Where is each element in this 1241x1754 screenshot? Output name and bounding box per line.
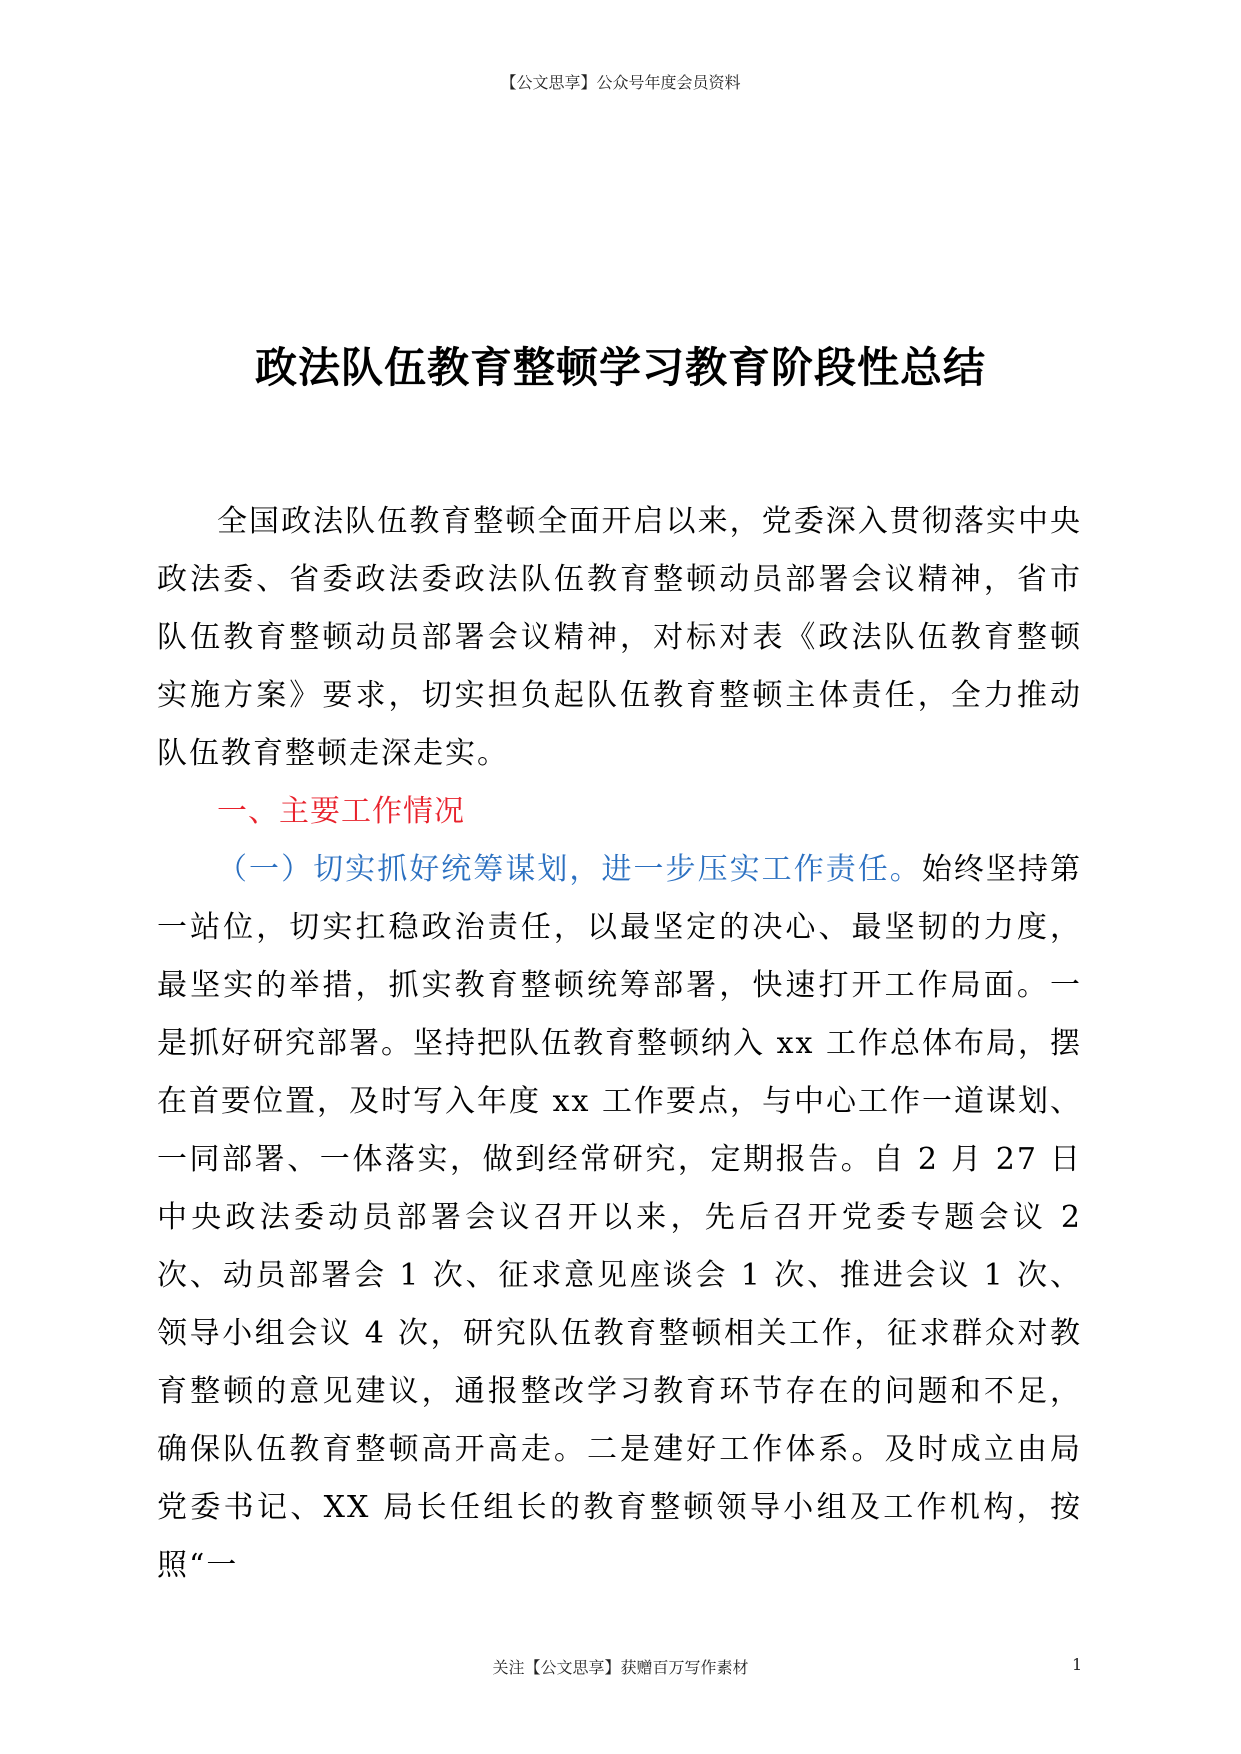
page-header: 【公文思享】公众号年度会员资料 <box>500 73 741 92</box>
page-number: 1 <box>1072 1655 1083 1674</box>
intro-paragraph: 全国政法队伍教育整顿全面开启以来，党委深入贯彻落实中央政法委、省委政法委政法队伍教育整顿动员部署会议精神，省市队伍教育整顿动员部署会议精神，对标对表《政法队伍教育整顿实施方案》要求，切实担负起队伍教育整顿主体责任，全力推动队伍教育整顿走深走实。 <box>157 504 1082 771</box>
section-heading: 一、主要工作情况 <box>217 794 465 829</box>
document-title: 政法队伍教育整顿学习教育阶段性总结 <box>254 343 986 392</box>
page-footer: 关注【公文思享】获赠百万写作素材 <box>492 1658 749 1677</box>
subsection-heading: （一）切实抓好统筹谋划，进一步压实工作责任。 <box>217 852 922 887</box>
document-body <box>157 493 1082 1595</box>
subsection-body: 始终坚持第一站位，切实扛稳政治责任，以最坚定的决心、最坚韧的力度，最坚实的举措，抓实教育整顿统筹部署，快速打开工作局面。一是抓好研究部署。坚持把队伍教育整顿纳入 xx 工作总体布局，摆在首要位置，及时写入年度 xx 工作要点，与中心工作一道谋划、一同部署、一体落实，做到经常研究，定期报告。自 2 月 27 日中央政法委动员部署会议召开以来，先后召开党委专题会议 2 次、动员部署会 1 次、征求意见座谈会 1 次、推进会议 1 次、领导小组会议 4 次，研究队伍教育整顿相关工作，征求群众对教育整顿的意见建议，通报整改学习教育环节存在的问题和不足，确保队伍教育整顿高开高走。二是建好工作体系。及时成立由局党委书记、XX 局长任组长的教育整顿领导小组及工作机构，按照“一 <box>157 852 1083 1583</box>
subsection-paragraph <box>157 841 1082 1595</box>
